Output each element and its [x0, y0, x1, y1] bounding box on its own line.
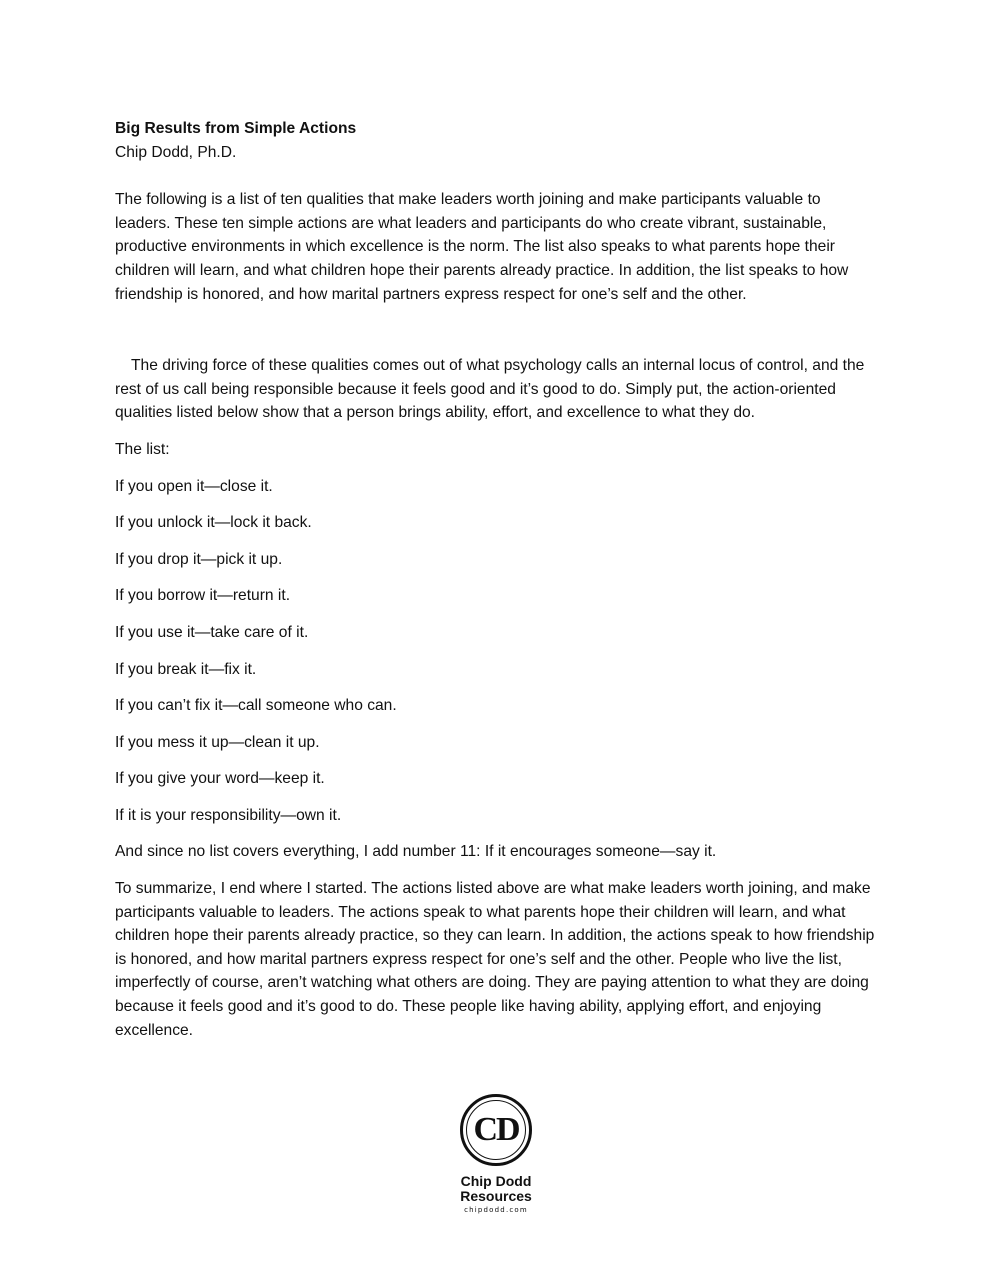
addendum-paragraph: And since no list covers everything, I add number 11: If it encourages someone—say it.	[115, 843, 717, 861]
list-item: If you can’t fix it—call someone who can.	[115, 697, 397, 715]
logo-outer-circle	[460, 1094, 532, 1166]
logo-url: chipdodd.com	[464, 1206, 528, 1214]
summary-paragraph: To summarize, I end where I started. The actions listed above are what make leaders worth joining, and make participants valuable to leaders. The actions speak to what parents hope their children will learn, and what children hope their parents already practice, so they can learn. In addition, the actions speak to how friendship is honored, and how marital partners express respect for one’s self and the other. People who live the list, imperfectly of course, aren’t watching what others are doing. They are paying attention to what they are doing because it feels good and it’s good to do. These people like having ability, applying effort, and enjoying excellence.	[115, 880, 875, 1039]
driving-force-paragraph: The driving force of these qualities comes out of what psychology calls an internal locus of control, and the rest of us call being responsible because it feels good and it’s good to do. Simply put, the action-oriented qualities listed below show that a person brings ability, effort, and excellence to what they do.	[115, 357, 865, 422]
intro-paragraph: The following is a list of ten qualities that make leaders worth joining and make participants valuable to leaders. These ten simple actions are what leaders and participants do who create vibrant, sustainable, productive environments in which excellence is the norm. The list also speaks to what parents hope their children will learn, and what children hope their parents already practice. In addition, the list speaks to how friendship is honored, and how marital partners express respect for one’s self and the other.	[115, 191, 849, 303]
logo-name	[440, 1174, 552, 1204]
document-title: Big Results from Simple Actions	[115, 120, 357, 137]
logo-inner-circle	[466, 1100, 526, 1160]
document-author: Chip Dodd, Ph.D.	[115, 143, 237, 161]
list-item: If you mess it up—clean it up.	[115, 733, 320, 751]
logo-name-line2: Resources	[460, 1188, 532, 1204]
list-item: If you drop it—pick it up.	[115, 550, 283, 568]
list-item: If it is your responsibility—own it.	[115, 806, 342, 824]
logo-monogram: CD	[473, 1111, 519, 1148]
document-body	[115, 117, 880, 1042]
list-item: If you use it—take care of it.	[115, 623, 309, 641]
list-item: If you open it—close it.	[115, 477, 273, 495]
list-item: If you give your word—keep it.	[115, 770, 325, 788]
list-title: The list:	[115, 440, 170, 458]
logo-name-line1: Chip Dodd	[460, 1173, 532, 1189]
list-item: If you break it—fix it.	[115, 660, 257, 678]
list-item: If you borrow it—return it.	[115, 587, 291, 605]
list-item: If you unlock it—lock it back.	[115, 514, 312, 532]
chip-dodd-resources-logo	[440, 1094, 552, 1214]
